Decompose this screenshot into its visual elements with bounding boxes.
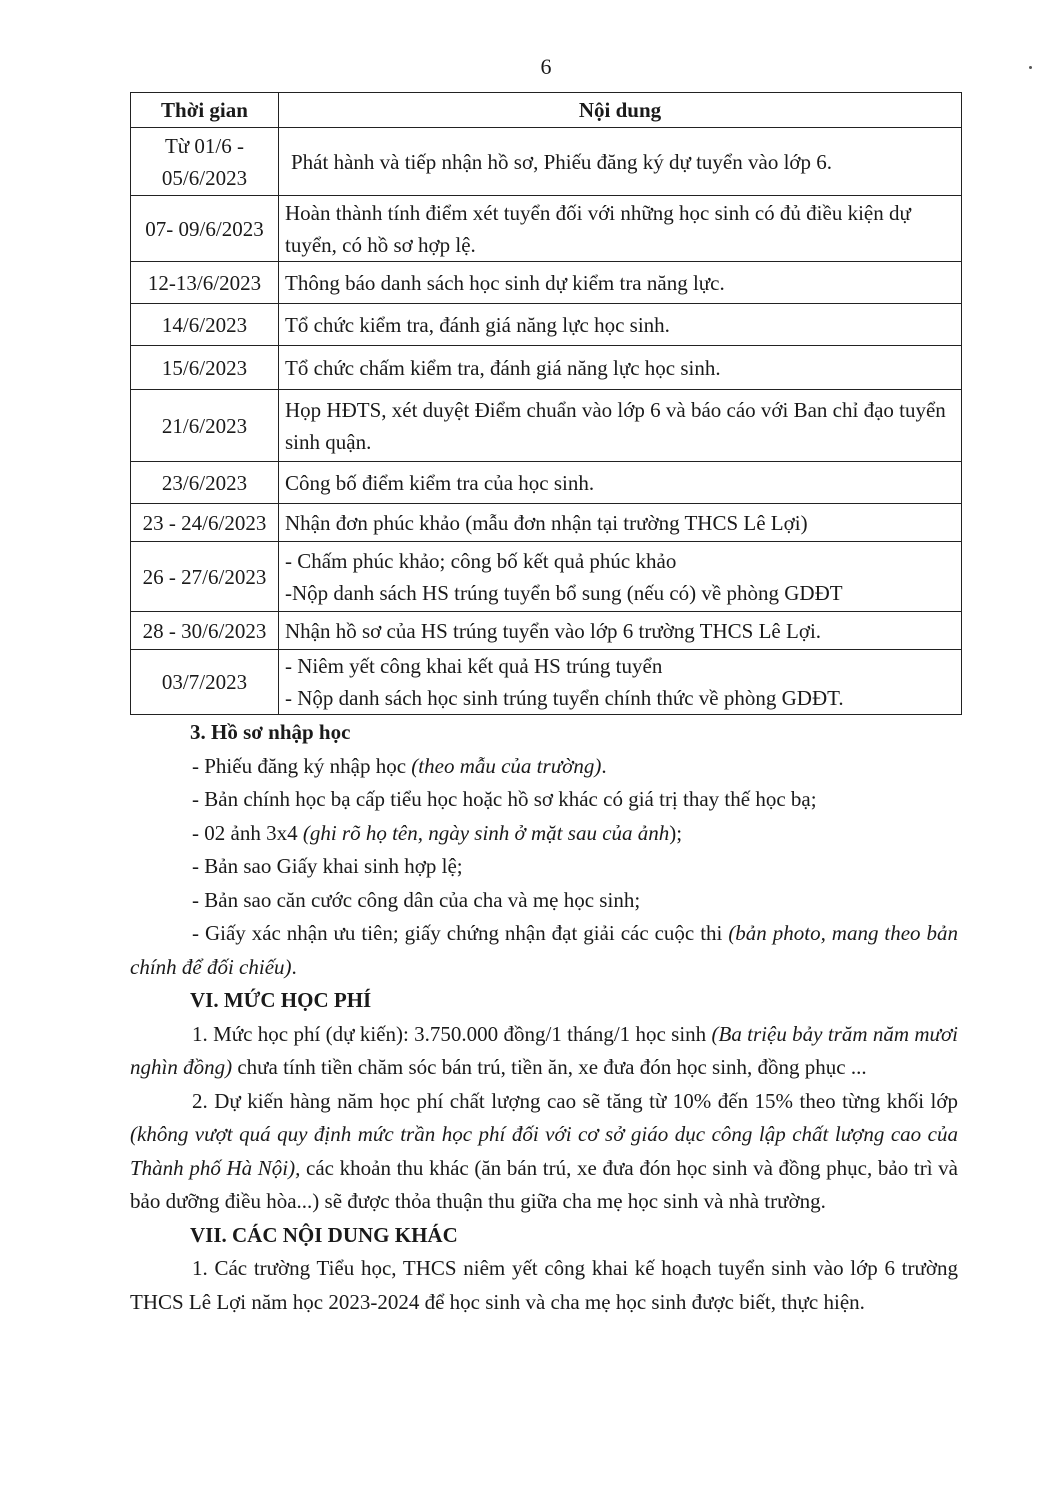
- table-row: [131, 196, 962, 262]
- list-item: [130, 750, 958, 784]
- para-italic: (Ba triệu bảy trăm năm mươi nghìn đồng): [130, 1021, 958, 1079]
- fee-paragraph-1: [130, 1018, 958, 1085]
- list-item: [130, 850, 958, 884]
- item-text: - Bản sao Giấy khai sinh hợp lệ;: [192, 854, 463, 878]
- para-text: 2. Dự kiến hàng năm học phí chất lượng cao sẽ tăng từ 10% đến 15% theo từng khối lớp: [192, 1088, 958, 1113]
- item-tail: .: [601, 753, 607, 778]
- row-time: 26 - 27/6/2023: [131, 542, 279, 612]
- table-row: [131, 346, 962, 390]
- table-row: [131, 304, 962, 346]
- other-paragraph-1: 1. Các trường Tiểu học, THCS niêm yết công khai kế hoạch tuyển sinh vào lớp 6 trường THCS Lê Lợi năm học 2023-2024 để học sinh và cha mẹ học sinh được biết, thực hiện.: [130, 1256, 958, 1314]
- row-time: 15/6/2023: [131, 346, 279, 390]
- document-body: [130, 716, 958, 1319]
- item-text: - Bản sao căn cước công dân của cha và mẹ học sinh;: [192, 887, 641, 912]
- content-line: - Chấm phúc khảo; công bố kết quả phúc khảo: [285, 548, 677, 573]
- table-row: [131, 612, 962, 650]
- content-line: Nhận hồ sơ của HS trúng tuyển vào lớp 6 trường THCS Lê Lợi.: [285, 618, 822, 643]
- item-italic: (bản photo, mang theo bản chính để đối chiếu): [130, 921, 958, 979]
- header-content: Nội dung: [279, 93, 962, 128]
- table-row: [131, 262, 962, 304]
- content-line: Tổ chức kiểm tra, đánh giá năng lực học sinh.: [285, 312, 670, 337]
- table-row: [131, 650, 962, 715]
- content-line: Thông báo danh sách học sinh dự kiểm tra năng lực.: [285, 270, 725, 295]
- list-item: [130, 783, 958, 817]
- content-line: Công bố điểm kiểm tra của học sinh.: [285, 470, 595, 495]
- row-content: [279, 128, 962, 196]
- content-line: Nhận đơn phúc khảo (mẫu đơn nhận tại trường THCS Lê Lợi): [285, 510, 808, 535]
- row-content: [279, 462, 962, 504]
- para-italic: (không vượt quá quy định mức trần học phí đối với cơ sở giáo dục công lập chất lượng cao của Thành phố Hà Nội),: [130, 1122, 958, 1180]
- header-time: Thời gian: [131, 93, 279, 128]
- para-text: chưa tính tiền chăm sóc bán trú, tiền ăn, xe đưa đón học sinh, đồng phục ...: [232, 1055, 867, 1079]
- list-item: [130, 884, 958, 918]
- row-content: [279, 262, 962, 304]
- content-line: Tổ chức chấm kiểm tra, đánh giá năng lực học sinh.: [285, 355, 721, 380]
- row-time: 07- 09/6/2023: [131, 196, 279, 262]
- content-line: Hoàn thành tính điểm xét tuyển đối với những học sinh có đủ điều kiện dự tuyển, có hồ sơ hợp lệ.: [285, 200, 911, 257]
- item-text: - Phiếu đăng ký nhập học: [192, 753, 412, 778]
- scan-speck: [1029, 66, 1032, 69]
- content-line: - Nộp danh sách học sinh trúng tuyển chính thức về phòng GDĐT.: [285, 686, 844, 710]
- row-content: [279, 346, 962, 390]
- table-row: [131, 504, 962, 542]
- fee-paragraph-2: [130, 1085, 958, 1219]
- row-content: [279, 650, 962, 715]
- section-3-heading: 3. Hồ sơ nhập học: [190, 720, 351, 744]
- para-text: các khoản thu khác (ăn bán trú, xe đưa đón học sinh và đồng phục, bảo trì và bảo dưỡng điều hòa...) sẽ được thỏa thuận thu giữa cha mẹ học sinh và nhà trường.: [130, 1155, 958, 1213]
- row-content: [279, 196, 962, 262]
- time-text: Từ 01/6 - 05/6/2023: [161, 133, 248, 190]
- para-text: 1. Mức học phí (dự kiến): 3.750.000 đồng/1 tháng/1 học sinh: [192, 1021, 712, 1046]
- row-time: 12-13/6/2023: [131, 262, 279, 304]
- row-time: 03/7/2023: [131, 650, 279, 715]
- row-time: 21/6/2023: [131, 390, 279, 462]
- row-time: [131, 128, 279, 196]
- content-line: Họp HĐTS, xét duyệt Điểm chuẩn vào lớp 6 và báo cáo với Ban chỉ đạo tuyển sinh quận.: [285, 397, 946, 454]
- table-header-row: [131, 93, 962, 128]
- item-text: - Bản chính học bạ cấp tiểu học hoặc hồ sơ khác có giá trị thay thế học bạ;: [192, 787, 817, 811]
- table-row: [131, 128, 962, 196]
- row-content: [279, 304, 962, 346]
- item-italic: (theo mẫu của trường): [411, 753, 602, 778]
- row-time: 28 - 30/6/2023: [131, 612, 279, 650]
- item-tail: );: [669, 820, 683, 845]
- section-6-heading: VI. MỨC HỌC PHÍ: [190, 988, 372, 1012]
- table-row: [131, 462, 962, 504]
- row-content: [279, 542, 962, 612]
- section-7-heading: VII. CÁC NỘI DUNG KHÁC: [190, 1222, 458, 1247]
- table-row: [131, 390, 962, 462]
- content-line: - Niêm yết công khai kết quả HS trúng tuyển: [285, 654, 663, 678]
- admission-schedule-table: [130, 92, 962, 715]
- item-text: - 02 ảnh 3x4: [192, 820, 303, 845]
- row-time: 23/6/2023: [131, 462, 279, 504]
- page-number: 6: [540, 54, 552, 79]
- row-content: [279, 504, 962, 542]
- row-time: 23 - 24/6/2023: [131, 504, 279, 542]
- row-time: 14/6/2023: [131, 304, 279, 346]
- content-line: -Nộp danh sách HS trúng tuyển bổ sung (nếu có) về phòng GDĐT: [285, 580, 843, 605]
- row-content: [279, 612, 962, 650]
- item-tail: .: [291, 954, 297, 979]
- row-content: [279, 390, 962, 462]
- list-item: [130, 917, 958, 984]
- content-line: Phát hành và tiếp nhận hồ sơ, Phiếu đăng ký dự tuyển vào lớp 6.: [291, 149, 833, 174]
- table-row: [131, 542, 962, 612]
- item-text: - Giấy xác nhận ưu tiên; giấy chứng nhận đạt giải các cuộc thi: [192, 921, 729, 945]
- item-italic: (ghi rõ họ tên, ngày sinh ở mặt sau của ảnh: [302, 820, 670, 845]
- list-item: [130, 817, 958, 851]
